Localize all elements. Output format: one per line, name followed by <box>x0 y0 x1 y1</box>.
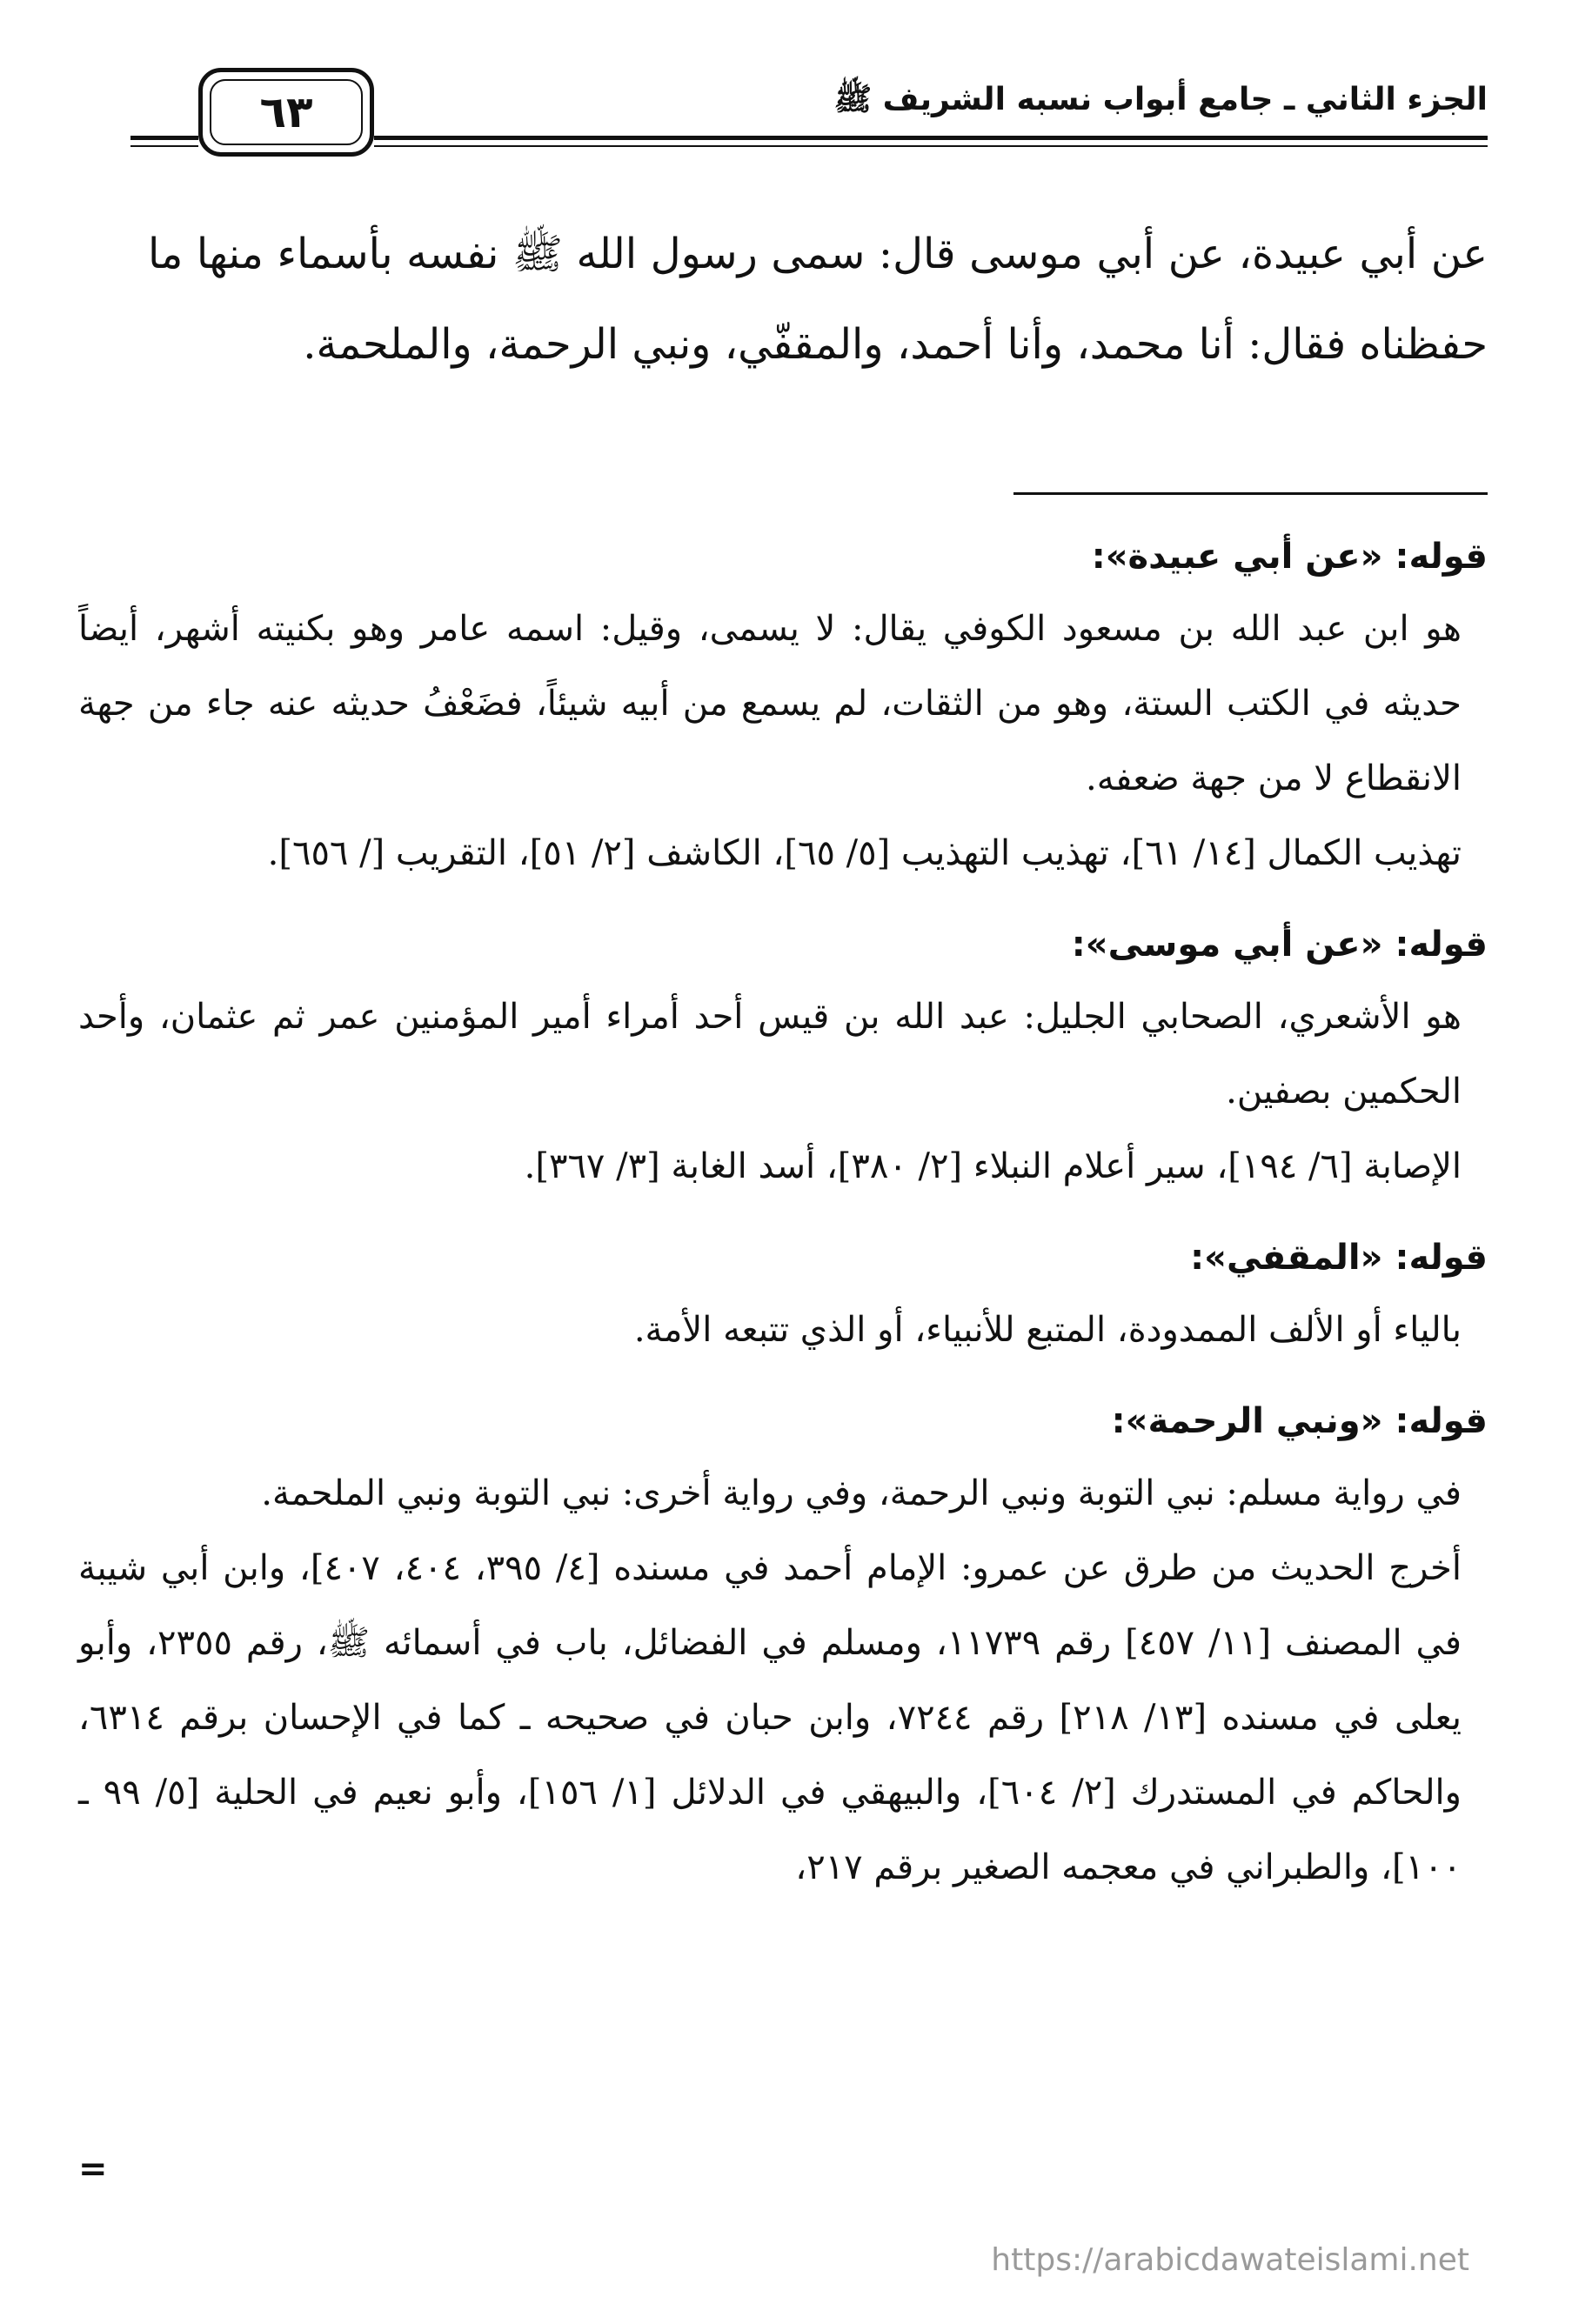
hadith-text: عن أبي عبيدة، عن أبي موسى قال: سمى رسول الله ﷺ نفسه بأسماء منها ما حفظناه فقال: أنا محمد، وأنا أحمد، والمقفّي، ونبي الرحمة، والملحمة. <box>148 230 1488 369</box>
note-abu-musa <box>78 910 1488 1204</box>
note-lead: قوله: <box>1395 925 1488 965</box>
page-number: ٦٣ <box>210 79 363 145</box>
note-lead: قوله: <box>1395 537 1488 577</box>
running-title: الجزء الثاني ـ جامع أبواب نسبه الشريف ﷺ <box>833 82 1488 117</box>
header-rule-thick <box>374 136 1488 140</box>
header-rule-thin <box>374 145 1488 147</box>
note-paragraph: هو ابن عبد الله بن مسعود الكوفي يقال: لا يسمى، وقيل: اسمه عامر وهو بكنيته أشهر، أيضاً حديثه في الكتب الستة، وهو من الثقات، لم يسمع من أبيه شيئاً، فضَعْفُ حديثه عنه جاء من جهة الانقطاع لا من جهة ضعفه. <box>78 609 1462 798</box>
note-quote: «عن أبي عبيدة»: <box>1091 537 1383 577</box>
note-references: الإصابة [٦/ ١٩٤]، سير أعلام النبلاء [٢/ ٣٨٠]، أسد الغابة [٣/ ٣٦٧]. <box>524 1146 1462 1186</box>
page-header <box>130 61 1488 165</box>
continuation-mark: = <box>78 2148 108 2189</box>
note-al-muqaffi <box>78 1223 1488 1367</box>
source-watermark: https://arabicdawateislami.net <box>991 2242 1469 2278</box>
note-body <box>78 979 1462 1204</box>
note-lead: قوله: <box>1395 1401 1488 1441</box>
note-heading <box>78 1386 1488 1456</box>
note-nabi-al-rahma <box>78 1386 1488 1905</box>
note-lead: قوله: <box>1395 1238 1488 1278</box>
header-rule-left-thick <box>130 136 198 140</box>
note-references: تهذيب الكمال [١٤/ ٦١]، تهذيب التهذيب [٥/ ٦٥]، الكاشف [٢/ ٥١]، التقريب [/ ٦٥٦]. <box>267 833 1462 873</box>
note-references: أخرج الحديث من طرق عن عمرو: الإمام أحمد في مسنده [٤/ ٣٩٥، ٤٠٤، ٤٠٧]، وابن أبي شيبة في المصنف [١١/ ٤٥٧] رقم ١١٧٣٩، ومسلم في الفضائل، باب في أسمائه ﷺ، رقم ٢٣٥٥، وأبو يعلى في مسنده [١٣/ ٢١٨] رقم ٧٢٤٤، وابن حبان في صحيحه ـ كما في الإحسان برقم ٦٣١٤، والحاكم في المستدرك [٢/ ٦٠٤]، والبيهقي في الدلائل [١/ ١٥٦]، وأبو نعيم في الحلية [٥/ ٩٩ ـ ١٠٠]، والطبراني في معجمه الصغير برقم ٢١٧، <box>78 1548 1462 1887</box>
note-quote: «المقفي»: <box>1190 1238 1383 1278</box>
page-number-frame <box>198 68 374 157</box>
note-quote: «عن أبي موسى»: <box>1071 925 1383 965</box>
note-abu-ubayda <box>78 522 1488 891</box>
footnote-separator <box>1013 492 1488 495</box>
note-heading <box>78 1223 1488 1292</box>
note-heading <box>78 910 1488 979</box>
note-paragraph: في رواية مسلم: نبي التوبة ونبي الرحمة، وفي رواية أخرى: نبي التوبة ونبي الملحمة. <box>261 1473 1462 1513</box>
note-body <box>78 591 1462 891</box>
note-body <box>78 1292 1462 1367</box>
note-quote: «ونبي الرحمة»: <box>1111 1401 1383 1441</box>
note-paragraph: هو الأشعري، الصحابي الجليل: عبد الله بن قيس أحد أمراء أمير المؤمنين عمر ثم عثمان، وأحد الحكمين بصفين. <box>78 997 1462 1112</box>
header-rule-left-thin <box>130 145 198 147</box>
note-body <box>78 1456 1462 1905</box>
note-paragraph: بالياء أو الألف الممدودة، المتبع للأنبياء، أو الذي تتبعه الأمة. <box>633 1310 1462 1350</box>
note-heading <box>78 522 1488 591</box>
commentary <box>78 522 1488 1924</box>
